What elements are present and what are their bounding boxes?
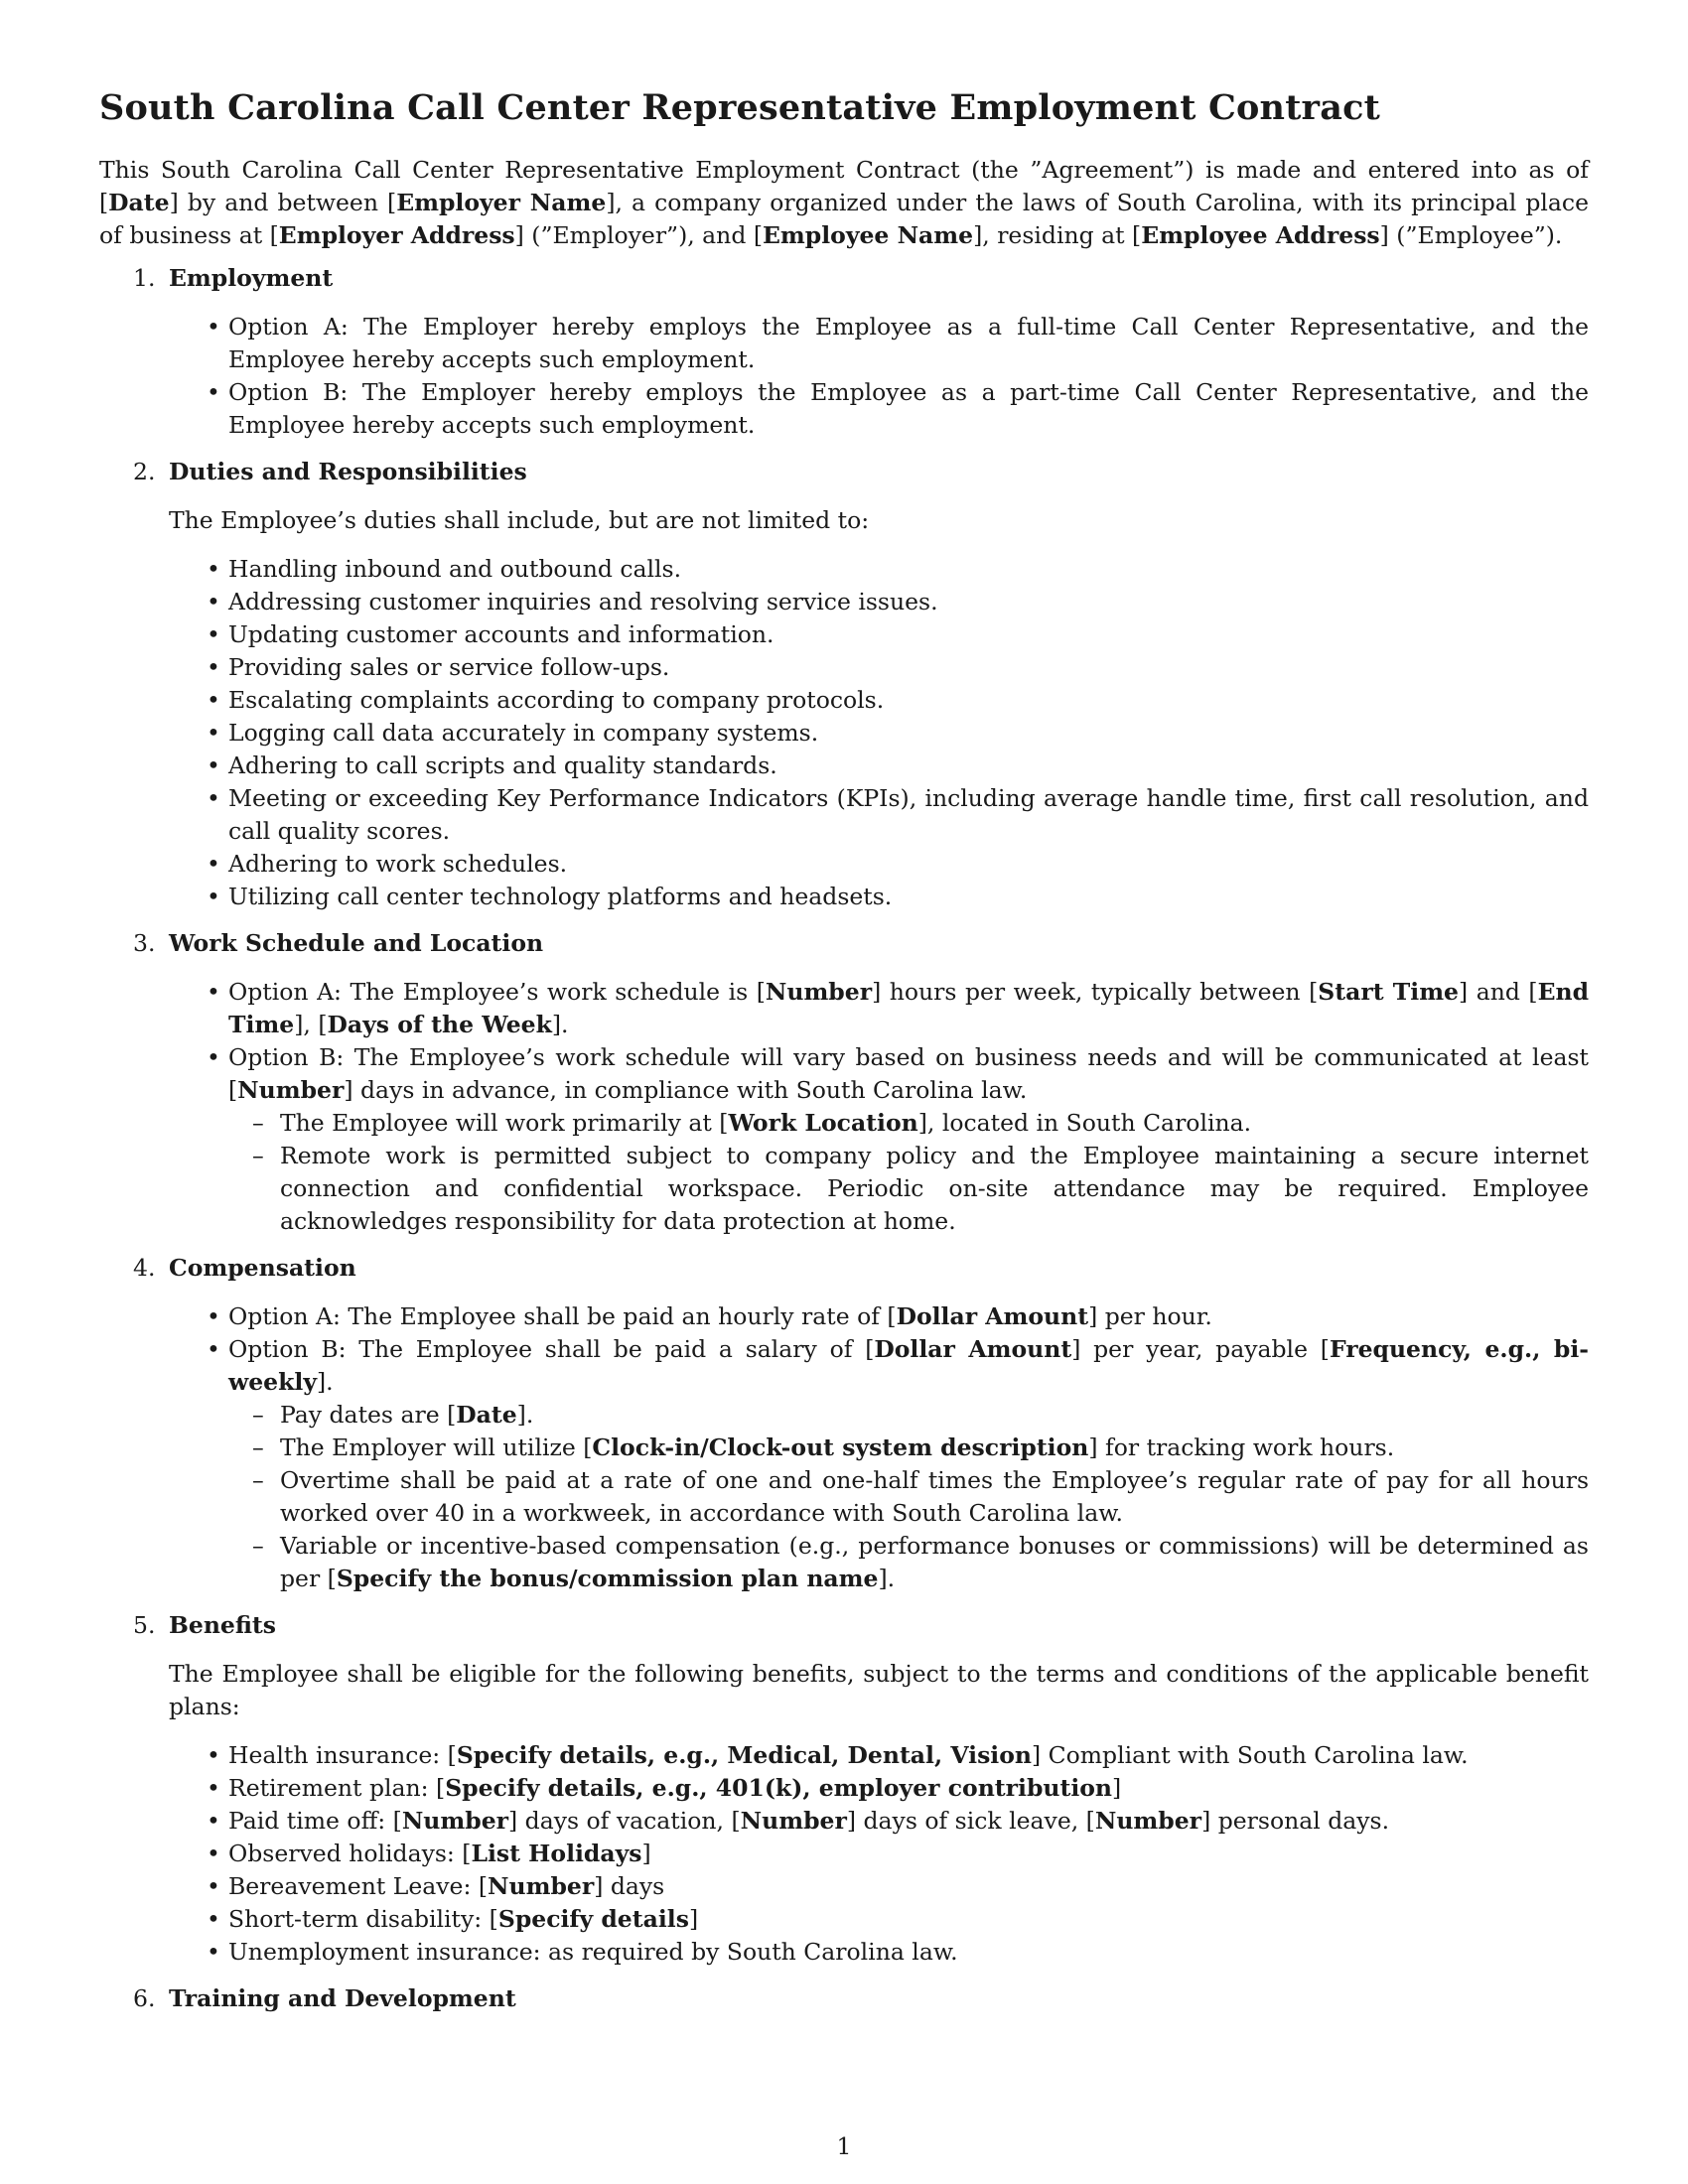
intro-paragraph: This South Carolina Call Center Representative Employment Contract (the ”Agreement”) is made and entered into as of [Date] by and between [Employer Name], a company organized under the laws of South Carolina, with its principal place of business at [Employer Address] (”Employer”), and [Employee Name], residing at [Employee Address] (”Employee”). bbox=[99, 156, 1589, 249]
sub-list-item: – The Employee will work primarily at [Work Location], located in South Carolina. bbox=[169, 1107, 1589, 1140]
sub-list bbox=[169, 1399, 1589, 1595]
list-item: • Short-term disability: [Specify details] bbox=[169, 1903, 1589, 1936]
section-list bbox=[99, 262, 1589, 2015]
section-compensation bbox=[99, 1252, 1589, 1595]
section-title: Work Schedule and Location bbox=[169, 929, 544, 957]
section-intro: The Employee shall be eligible for the following benefits, subject to the terms and conditions of the applicable benefit plans: bbox=[169, 1660, 1589, 1720]
list-item: • Retirement plan: [Specify details, e.g., 401(k), employer contribution] bbox=[169, 1772, 1589, 1805]
list-item: • Adhering to work schedules. bbox=[169, 848, 1589, 881]
section-title: Training and Development bbox=[169, 1984, 516, 2012]
list-item: • Option A: The Employer hereby employs the Employee as a full-time Call Center Representative, and the Employee hereby accepts such employment. bbox=[169, 311, 1589, 376]
section-number: 1. bbox=[133, 264, 156, 292]
section-number: 6. bbox=[133, 1984, 156, 2012]
section-title: Compensation bbox=[169, 1254, 356, 1282]
page-number: 1 bbox=[836, 2132, 852, 2160]
sub-list-item: – The Employer will utilize [Clock-in/Clock-out system description] for tracking work hours. bbox=[169, 1432, 1589, 1464]
document-body bbox=[99, 87, 1589, 2031]
list-item: • Option A: The Employee’s work schedule is [Number] hours per week, typically between [Start Time] and [End Time], [Days of the Week]. bbox=[169, 976, 1589, 1041]
document-title: South Carolina Call Center Representative Employment Contract bbox=[99, 87, 1380, 128]
list-item: • Option B: The Employee shall be paid a salary of [Dollar Amount] per year, payable [Frequency, e.g., bi-weekly]. bbox=[169, 1333, 1589, 1399]
list-item: • Unemployment insurance: as required by South Carolina law. bbox=[169, 1936, 1589, 1969]
bullet-list bbox=[169, 976, 1589, 1107]
section-title: Employment bbox=[169, 264, 334, 292]
list-item: • Bereavement Leave: [Number] days bbox=[169, 1870, 1589, 1903]
section-training bbox=[99, 1982, 1589, 2015]
section-intro: The Employee’s duties shall include, but are not limited to: bbox=[169, 506, 870, 534]
list-item: • Option A: The Employee shall be paid an hourly rate of [Dollar Amount] per hour. bbox=[169, 1300, 1589, 1333]
list-item: • Paid time off: [Number] days of vacation, [Number] days of sick leave, [Number] personal days. bbox=[169, 1805, 1589, 1838]
section-benefits bbox=[99, 1609, 1589, 1969]
list-item: • Health insurance: [Specify details, e.g., Medical, Dental, Vision] Compliant with South Carolina law. bbox=[169, 1739, 1589, 1772]
section-employment bbox=[99, 262, 1589, 442]
sub-list bbox=[169, 1107, 1589, 1238]
section-number: 2. bbox=[133, 458, 156, 485]
bullet-list bbox=[169, 1300, 1589, 1399]
section-number: 3. bbox=[133, 929, 156, 957]
section-title: Benefits bbox=[169, 1611, 277, 1639]
list-item: • Providing sales or service follow-ups. bbox=[169, 651, 1589, 684]
sub-list-item: – Overtime shall be paid at a rate of one and one-half times the Employee’s regular rate of pay for all hours worked over 40 in a workweek, in accordance with South Carolina law. bbox=[169, 1464, 1589, 1530]
bullet-list bbox=[169, 311, 1589, 442]
list-item: • Adhering to call scripts and quality standards. bbox=[169, 750, 1589, 782]
section-title: Duties and Responsibilities bbox=[169, 458, 527, 485]
sub-list-item: – Remote work is permitted subject to company policy and the Employee maintaining a secure internet connection and confidential workspace. Periodic on-site attendance may be required. Employee acknowledges responsibility for data protection at home. bbox=[169, 1140, 1589, 1238]
list-item: • Option B: The Employee’s work schedule will vary based on business needs and will be communicated at least [Number] days in advance, in compliance with South Carolina law. bbox=[169, 1041, 1589, 1107]
section-duties bbox=[99, 456, 1589, 913]
sub-list-item: – Pay dates are [Date]. bbox=[169, 1399, 1589, 1432]
list-item: • Observed holidays: [List Holidays] bbox=[169, 1838, 1589, 1870]
list-item: • Option B: The Employer hereby employs the Employee as a part-time Call Center Representative, and the Employee hereby accepts such employment. bbox=[169, 376, 1589, 442]
list-item: • Addressing customer inquiries and resolving service issues. bbox=[169, 586, 1589, 618]
list-item: • Meeting or exceeding Key Performance Indicators (KPIs), including average handle time, first call resolution, and call quality scores. bbox=[169, 782, 1589, 848]
sub-list-item: – Variable or incentive-based compensation (e.g., performance bonuses or commissions) will be determined as per [Specify the bonus/commission plan name]. bbox=[169, 1530, 1589, 1595]
bullet-list bbox=[169, 1739, 1589, 1969]
list-item: • Handling inbound and outbound calls. bbox=[169, 553, 1589, 586]
list-item: • Escalating complaints according to company protocols. bbox=[169, 684, 1589, 717]
section-work-schedule bbox=[99, 927, 1589, 1238]
section-number: 5. bbox=[133, 1611, 156, 1639]
list-item: • Utilizing call center technology platforms and headsets. bbox=[169, 881, 1589, 913]
list-item: • Logging call data accurately in company systems. bbox=[169, 717, 1589, 750]
section-number: 4. bbox=[133, 1254, 156, 1282]
bullet-list bbox=[169, 553, 1589, 913]
list-item: • Updating customer accounts and information. bbox=[169, 618, 1589, 651]
